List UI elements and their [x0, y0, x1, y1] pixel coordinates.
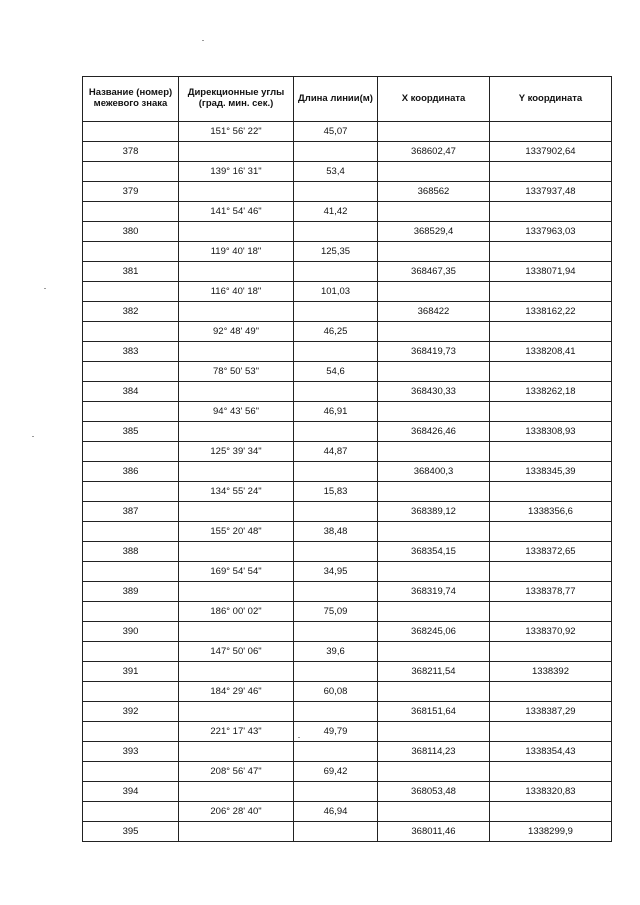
- cell-line-length: 41,42: [294, 202, 378, 222]
- cell-bearing: 134° 55' 24": [179, 482, 294, 502]
- cell-mark-name: 390: [83, 622, 179, 642]
- cell-line-length: 60,08: [294, 682, 378, 702]
- cell-y-coordinate: [490, 602, 612, 622]
- table-row: [83, 682, 612, 702]
- header-line-length: Длина линии(м): [294, 77, 378, 122]
- cell-bearing: 119° 40' 18": [179, 242, 294, 262]
- cell-y-coordinate: 1338208,41: [490, 342, 612, 362]
- cell-mark-name: [83, 562, 179, 582]
- cell-mark-name: 384: [83, 382, 179, 402]
- cell-x-coordinate: 368430,33: [378, 382, 490, 402]
- cell-y-coordinate: [490, 482, 612, 502]
- cell-bearing: 206° 28' 40": [179, 802, 294, 822]
- cell-x-coordinate: [378, 482, 490, 502]
- table-row: [83, 442, 612, 462]
- cell-bearing: [179, 582, 294, 602]
- cell-mark-name: [83, 762, 179, 782]
- cell-y-coordinate: [490, 682, 612, 702]
- table-row: [83, 782, 612, 802]
- cell-mark-name: 394: [83, 782, 179, 802]
- cell-line-length: [294, 582, 378, 602]
- table-row: [83, 142, 612, 162]
- cell-x-coordinate: 368245,06: [378, 622, 490, 642]
- table-row: [83, 182, 612, 202]
- table-row: [83, 282, 612, 302]
- cell-y-coordinate: [490, 202, 612, 222]
- cell-mark-name: 392: [83, 702, 179, 722]
- cell-mark-name: 381: [83, 262, 179, 282]
- cell-line-length: 125,35: [294, 242, 378, 262]
- cell-y-coordinate: [490, 802, 612, 822]
- table-header-row: [83, 77, 612, 122]
- cell-bearing: [179, 222, 294, 242]
- cell-line-length: 46,91: [294, 402, 378, 422]
- scan-speck: [44, 288, 46, 289]
- cell-x-coordinate: [378, 122, 490, 142]
- table-row: [83, 582, 612, 602]
- table-row: [83, 602, 612, 622]
- cell-x-coordinate: [378, 642, 490, 662]
- cell-x-coordinate: [378, 242, 490, 262]
- cell-mark-name: [83, 162, 179, 182]
- cell-x-coordinate: [378, 602, 490, 622]
- cell-bearing: [179, 302, 294, 322]
- cell-bearing: [179, 742, 294, 762]
- cell-x-coordinate: 368319,74: [378, 582, 490, 602]
- cell-y-coordinate: 1338320,83: [490, 782, 612, 802]
- cell-x-coordinate: 368011,46: [378, 822, 490, 842]
- cell-y-coordinate: [490, 522, 612, 542]
- cell-x-coordinate: 368053,48: [378, 782, 490, 802]
- table-row: [83, 542, 612, 562]
- header-mark-name: Название (номер) межевого знака: [83, 77, 179, 122]
- cell-x-coordinate: 368400,3: [378, 462, 490, 482]
- cell-bearing: 147° 50' 06": [179, 642, 294, 662]
- table-row: [83, 642, 612, 662]
- cell-x-coordinate: [378, 562, 490, 582]
- cell-y-coordinate: 1337963,03: [490, 222, 612, 242]
- cell-mark-name: [83, 522, 179, 542]
- table-row: [83, 482, 612, 502]
- cell-x-coordinate: 368151,64: [378, 702, 490, 722]
- cell-bearing: 116° 40' 18": [179, 282, 294, 302]
- cell-y-coordinate: [490, 762, 612, 782]
- cell-x-coordinate: [378, 202, 490, 222]
- cell-line-length: [294, 702, 378, 722]
- cell-line-length: [294, 342, 378, 362]
- cell-mark-name: [83, 482, 179, 502]
- cell-line-length: [294, 742, 378, 762]
- cell-y-coordinate: 1338372,65: [490, 542, 612, 562]
- cell-y-coordinate: 1337937,48: [490, 182, 612, 202]
- cell-y-coordinate: [490, 282, 612, 302]
- header-x-coordinate: X координата: [378, 77, 490, 122]
- cell-x-coordinate: 368211,54: [378, 662, 490, 682]
- cell-y-coordinate: [490, 242, 612, 262]
- cell-mark-name: 393: [83, 742, 179, 762]
- table-row: [83, 762, 612, 782]
- cell-mark-name: 382: [83, 302, 179, 322]
- cell-x-coordinate: [378, 362, 490, 382]
- cell-line-length: 38,48: [294, 522, 378, 542]
- cell-mark-name: 380: [83, 222, 179, 242]
- table-row: [83, 742, 612, 762]
- table-row: [83, 262, 612, 282]
- cell-line-length: 46,25: [294, 322, 378, 342]
- cell-bearing: [179, 142, 294, 162]
- table-row: [83, 342, 612, 362]
- cell-bearing: [179, 542, 294, 562]
- table-row: [83, 302, 612, 322]
- scan-speck: [202, 40, 204, 41]
- cell-line-length: 39,6: [294, 642, 378, 662]
- cell-x-coordinate: 368467,35: [378, 262, 490, 282]
- cell-x-coordinate: [378, 722, 490, 742]
- cell-bearing: 139° 16' 31": [179, 162, 294, 182]
- table-row: [83, 722, 612, 742]
- cell-mark-name: 383: [83, 342, 179, 362]
- cell-x-coordinate: [378, 322, 490, 342]
- cell-mark-name: [83, 722, 179, 742]
- scan-speck: [32, 436, 34, 437]
- cell-bearing: 169° 54' 54": [179, 562, 294, 582]
- cell-bearing: 78° 50' 53": [179, 362, 294, 382]
- cell-bearing: 186° 00' 02": [179, 602, 294, 622]
- table-row: [83, 242, 612, 262]
- table-row: [83, 622, 612, 642]
- cell-bearing: [179, 822, 294, 842]
- cell-mark-name: [83, 802, 179, 822]
- cell-x-coordinate: 368354,15: [378, 542, 490, 562]
- cell-bearing: 184° 29' 46": [179, 682, 294, 702]
- cell-x-coordinate: 368529,4: [378, 222, 490, 242]
- header-bearing: Дирекционные углы (град. мин. сек.): [179, 77, 294, 122]
- cell-bearing: [179, 702, 294, 722]
- cell-mark-name: 385: [83, 422, 179, 442]
- cell-bearing: [179, 462, 294, 482]
- table-row: [83, 122, 612, 142]
- cell-y-coordinate: 1338378,77: [490, 582, 612, 602]
- cell-line-length: [294, 302, 378, 322]
- cell-bearing: [179, 502, 294, 522]
- cell-line-length: 46,94: [294, 802, 378, 822]
- cell-mark-name: 387: [83, 502, 179, 522]
- cell-x-coordinate: 368562: [378, 182, 490, 202]
- cell-line-length: [294, 422, 378, 442]
- table-row: [83, 222, 612, 242]
- cell-line-length: 101,03: [294, 282, 378, 302]
- cell-x-coordinate: 368419,73: [378, 342, 490, 362]
- cell-bearing: [179, 262, 294, 282]
- cell-line-length: [294, 822, 378, 842]
- cell-y-coordinate: 1338354,43: [490, 742, 612, 762]
- cell-mark-name: [83, 362, 179, 382]
- cell-line-length: 69,42: [294, 762, 378, 782]
- table-row: [83, 522, 612, 542]
- table-row: [83, 322, 612, 342]
- cell-line-length: 34,95: [294, 562, 378, 582]
- cell-bearing: [179, 782, 294, 802]
- cell-y-coordinate: 1338392: [490, 662, 612, 682]
- cell-line-length: [294, 542, 378, 562]
- cell-y-coordinate: [490, 562, 612, 582]
- cell-mark-name: [83, 242, 179, 262]
- table-row: [83, 462, 612, 482]
- table-row: [83, 702, 612, 722]
- cell-y-coordinate: [490, 402, 612, 422]
- cell-y-coordinate: 1338308,93: [490, 422, 612, 442]
- cell-y-coordinate: [490, 642, 612, 662]
- cell-line-length: [294, 182, 378, 202]
- cell-mark-name: 389: [83, 582, 179, 602]
- table-row: [83, 422, 612, 442]
- table-row: [83, 662, 612, 682]
- cell-line-length: 49,79: [294, 722, 378, 742]
- table-body: [83, 122, 612, 842]
- cell-bearing: 208° 56' 47": [179, 762, 294, 782]
- cell-bearing: 151° 56' 22": [179, 122, 294, 142]
- cell-bearing: [179, 342, 294, 362]
- cell-x-coordinate: 368602,47: [378, 142, 490, 162]
- cell-bearing: 221° 17' 43": [179, 722, 294, 742]
- table-row: [83, 382, 612, 402]
- cell-mark-name: [83, 202, 179, 222]
- cell-mark-name: [83, 442, 179, 462]
- cell-y-coordinate: 1338387,29: [490, 702, 612, 722]
- cell-y-coordinate: [490, 442, 612, 462]
- cell-y-coordinate: [490, 322, 612, 342]
- table-row: [83, 802, 612, 822]
- cell-mark-name: [83, 282, 179, 302]
- cell-line-length: [294, 262, 378, 282]
- cell-y-coordinate: 1337902,64: [490, 142, 612, 162]
- cell-y-coordinate: [490, 722, 612, 742]
- cell-line-length: [294, 622, 378, 642]
- table-row: [83, 562, 612, 582]
- cell-line-length: [294, 462, 378, 482]
- cell-mark-name: [83, 642, 179, 662]
- cell-x-coordinate: 368389,12: [378, 502, 490, 522]
- cell-y-coordinate: 1338262,18: [490, 382, 612, 402]
- cell-mark-name: [83, 402, 179, 422]
- table-row: [83, 202, 612, 222]
- table-row: [83, 402, 612, 422]
- table-row: [83, 822, 612, 842]
- cell-y-coordinate: [490, 162, 612, 182]
- cell-mark-name: 395: [83, 822, 179, 842]
- cell-y-coordinate: 1338356,6: [490, 502, 612, 522]
- cell-line-length: [294, 662, 378, 682]
- cell-line-length: [294, 222, 378, 242]
- cell-y-coordinate: 1338071,94: [490, 262, 612, 282]
- cell-mark-name: 378: [83, 142, 179, 162]
- cell-x-coordinate: [378, 802, 490, 822]
- cell-x-coordinate: 368422: [378, 302, 490, 322]
- cell-x-coordinate: 368426,46: [378, 422, 490, 442]
- cell-y-coordinate: [490, 122, 612, 142]
- cell-y-coordinate: 1338345,39: [490, 462, 612, 482]
- cell-line-length: 75,09: [294, 602, 378, 622]
- cell-line-length: 53,4: [294, 162, 378, 182]
- cell-bearing: 141° 54' 46": [179, 202, 294, 222]
- cell-bearing: [179, 182, 294, 202]
- cell-y-coordinate: 1338162,22: [490, 302, 612, 322]
- header-y-coordinate: Y координата: [490, 77, 612, 122]
- cell-line-length: 54,6: [294, 362, 378, 382]
- cell-bearing: 125° 39' 34": [179, 442, 294, 462]
- cell-bearing: 92° 48' 49": [179, 322, 294, 342]
- boundary-coordinates-table: [82, 76, 612, 842]
- cell-mark-name: [83, 602, 179, 622]
- cell-mark-name: [83, 122, 179, 142]
- cell-x-coordinate: [378, 442, 490, 462]
- cell-line-length: [294, 782, 378, 802]
- cell-mark-name: 391: [83, 662, 179, 682]
- cell-x-coordinate: [378, 162, 490, 182]
- cell-mark-name: 379: [83, 182, 179, 202]
- cell-bearing: [179, 662, 294, 682]
- cell-line-length: 15,83: [294, 482, 378, 502]
- cell-x-coordinate: [378, 522, 490, 542]
- cell-line-length: 44,87: [294, 442, 378, 462]
- cell-mark-name: 386: [83, 462, 179, 482]
- cell-x-coordinate: [378, 762, 490, 782]
- cell-mark-name: [83, 682, 179, 702]
- cell-bearing: [179, 382, 294, 402]
- cell-x-coordinate: 368114,23: [378, 742, 490, 762]
- table-row: [83, 362, 612, 382]
- cell-mark-name: [83, 322, 179, 342]
- cell-x-coordinate: [378, 282, 490, 302]
- cell-bearing: [179, 422, 294, 442]
- cell-x-coordinate: [378, 402, 490, 422]
- cell-y-coordinate: [490, 362, 612, 382]
- cell-y-coordinate: 1338299,9: [490, 822, 612, 842]
- table-row: [83, 162, 612, 182]
- table-row: [83, 502, 612, 522]
- cell-line-length: [294, 502, 378, 522]
- cell-bearing: [179, 622, 294, 642]
- cell-line-length: [294, 142, 378, 162]
- cell-line-length: 45,07: [294, 122, 378, 142]
- cell-y-coordinate: 1338370,92: [490, 622, 612, 642]
- cell-line-length: [294, 382, 378, 402]
- cell-mark-name: 388: [83, 542, 179, 562]
- cell-bearing: 94° 43' 56": [179, 402, 294, 422]
- cell-bearing: 155° 20' 48": [179, 522, 294, 542]
- cell-x-coordinate: [378, 682, 490, 702]
